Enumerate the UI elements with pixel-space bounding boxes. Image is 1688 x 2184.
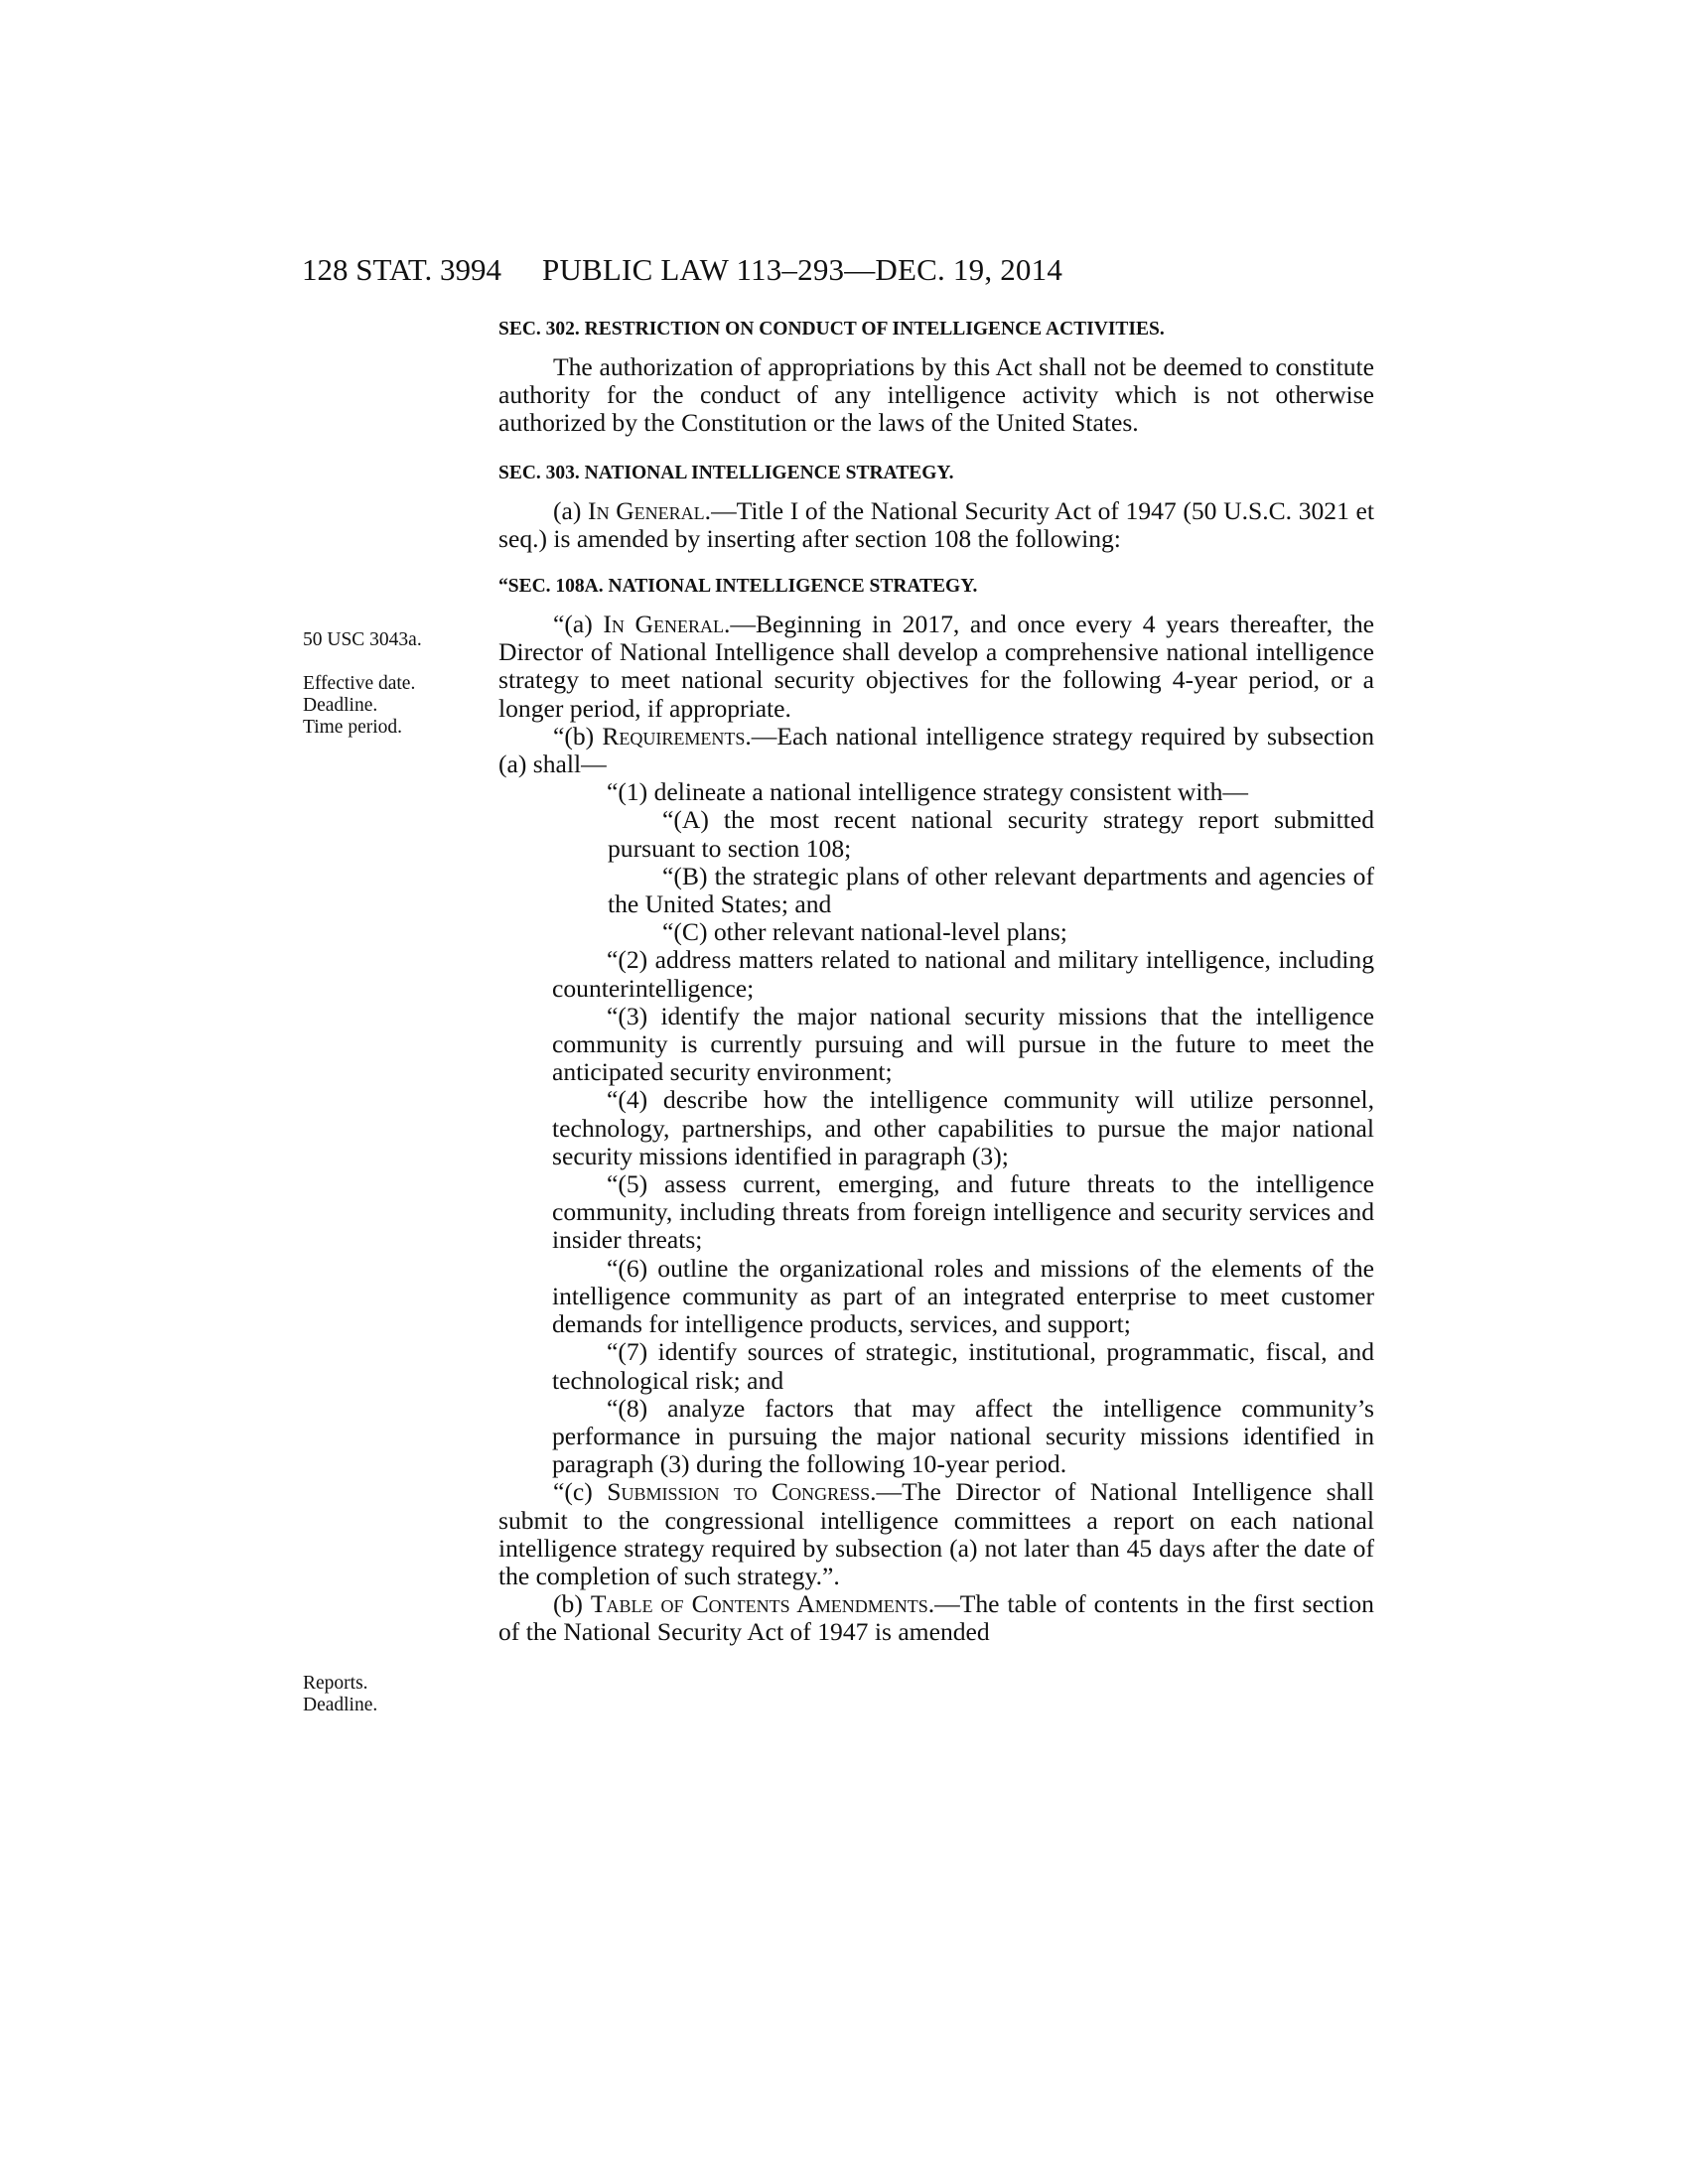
subparagraph-a: “(A) the most recent national security strategy report submitted pursuant to section 108;	[608, 805, 1374, 863]
paragraph-4: “(4) describe how the intelligence community will utilize personnel, technology, partnerships, and other capabilities to pursue the major national security missions identified in paragraph (3);	[552, 1085, 1374, 1170]
subparagraph-c: “(C) other relevant national-level plans;	[662, 917, 1067, 947]
margin-note-reports	[303, 1673, 482, 1716]
subsection-text: .—The Director of National Intelligence shall submit to the congressional intelligence committees a report on each national intelligence strategy required by subsection (a) not later than 45 days after the date of the completion of such strategy.”.	[498, 1477, 1374, 1590]
subsection-text: .—Beginning in 2017, and once every 4 years thereafter, the Director of National Intelligence shall develop a comprehensive national intelligence strategy to meet national security objectives for the following 4-year period, or a longer period, if appropriate.	[498, 610, 1374, 723]
statute-citation: 128 STAT. 3994	[302, 252, 502, 287]
subsection-prefix: (a)	[553, 495, 589, 525]
subsection-prefix: “(c)	[553, 1477, 608, 1507]
paragraph-3: “(3) identify the major national security missions that the intelligence community is currently pursuing and will pursue in the future to meet the anticipated security environment;	[552, 1001, 1374, 1087]
subsection-label: Table of Contents Amendments	[590, 1589, 928, 1619]
subsection-text: .—The table of contents in the first section of the National Security Act of 1947 is amended	[498, 1589, 1374, 1647]
section-108a-c	[498, 1478, 1374, 1590]
document-body	[498, 316, 1374, 1647]
margin-note-line: Deadline.	[303, 695, 378, 716]
section-108a-a	[498, 611, 1374, 723]
margin-note-usc-text: 50 USC 3043a.	[303, 629, 422, 650]
subsection-label: In General	[588, 495, 705, 525]
margin-note-usc	[303, 629, 482, 651]
page-header	[302, 250, 1384, 290]
paragraph-2: “(2) address matters related to national and military intelligence, including counterintelligence;	[552, 945, 1374, 1003]
subsection-prefix: “(b)	[553, 721, 603, 751]
paragraph-1: “(1) delineate a national intelligence strategy consistent with—	[607, 777, 1249, 807]
margin-note-line: Reports.	[303, 1673, 368, 1694]
subparagraph-b: “(B) the strategic plans of other relevant departments and agencies of the United States; and	[608, 861, 1374, 919]
margin-note-line: Effective date.	[303, 673, 416, 694]
section-108a-heading: “SEC. 108A. NATIONAL INTELLIGENCE STRATEGY.	[498, 576, 978, 598]
subsection-label: Requirements	[602, 721, 746, 751]
subsection-label: In General	[603, 610, 724, 639]
section-302-heading: SEC. 302. RESTRICTION ON CONDUCT OF INTELLIGENCE ACTIVITIES.	[498, 319, 1165, 340]
margin-note-effective	[303, 673, 482, 739]
paragraph-6: “(6) outline the organizational roles and missions of the elements of the intelligence community as part of an integrated enterprise to meet customer demands for intelligence products, services, and support;	[552, 1253, 1374, 1339]
section-108a-b	[498, 723, 1374, 778]
subsection-prefix: “(a)	[553, 610, 604, 639]
section-302-text: The authorization of appropriations by this Act shall not be deemed to constitute authority for the conduct of any intelligence activity which is not otherwise authorized by the Constitution or the laws of the United States.	[498, 352, 1374, 438]
subsection-text: .—Title I of the National Security Act of 1947 (50 U.S.C. 3021 et seq.) is amended by inserting after section 108 the following:	[498, 495, 1374, 553]
paragraph-8: “(8) analyze factors that may affect the intelligence community’s performance in pursuing the major national security missions identified in paragraph (3) during the following 10-year period.	[552, 1393, 1374, 1479]
subsection-prefix: (b)	[553, 1589, 591, 1619]
subsection-text: .—Each national intelligence strategy required by subsection (a) shall—	[498, 721, 1374, 779]
subsection-label: Submission to Congress	[607, 1477, 871, 1507]
section-303-a	[498, 497, 1374, 553]
margin-note-line: Time period.	[303, 717, 403, 738]
law-title: PUBLIC LAW 113–293—DEC. 19, 2014	[542, 252, 1063, 287]
section-303-heading: SEC. 303. NATIONAL INTELLIGENCE STRATEGY.	[498, 462, 954, 483]
margin-note-line: Deadline.	[303, 1695, 378, 1715]
paragraph-5: “(5) assess current, emerging, and future threats to the intelligence community, including threats from foreign intelligence and security services and insider threats;	[552, 1169, 1374, 1255]
section-303-b	[498, 1590, 1374, 1646]
paragraph-7: “(7) identify sources of strategic, institutional, programmatic, fiscal, and technological risk; and	[552, 1337, 1374, 1395]
